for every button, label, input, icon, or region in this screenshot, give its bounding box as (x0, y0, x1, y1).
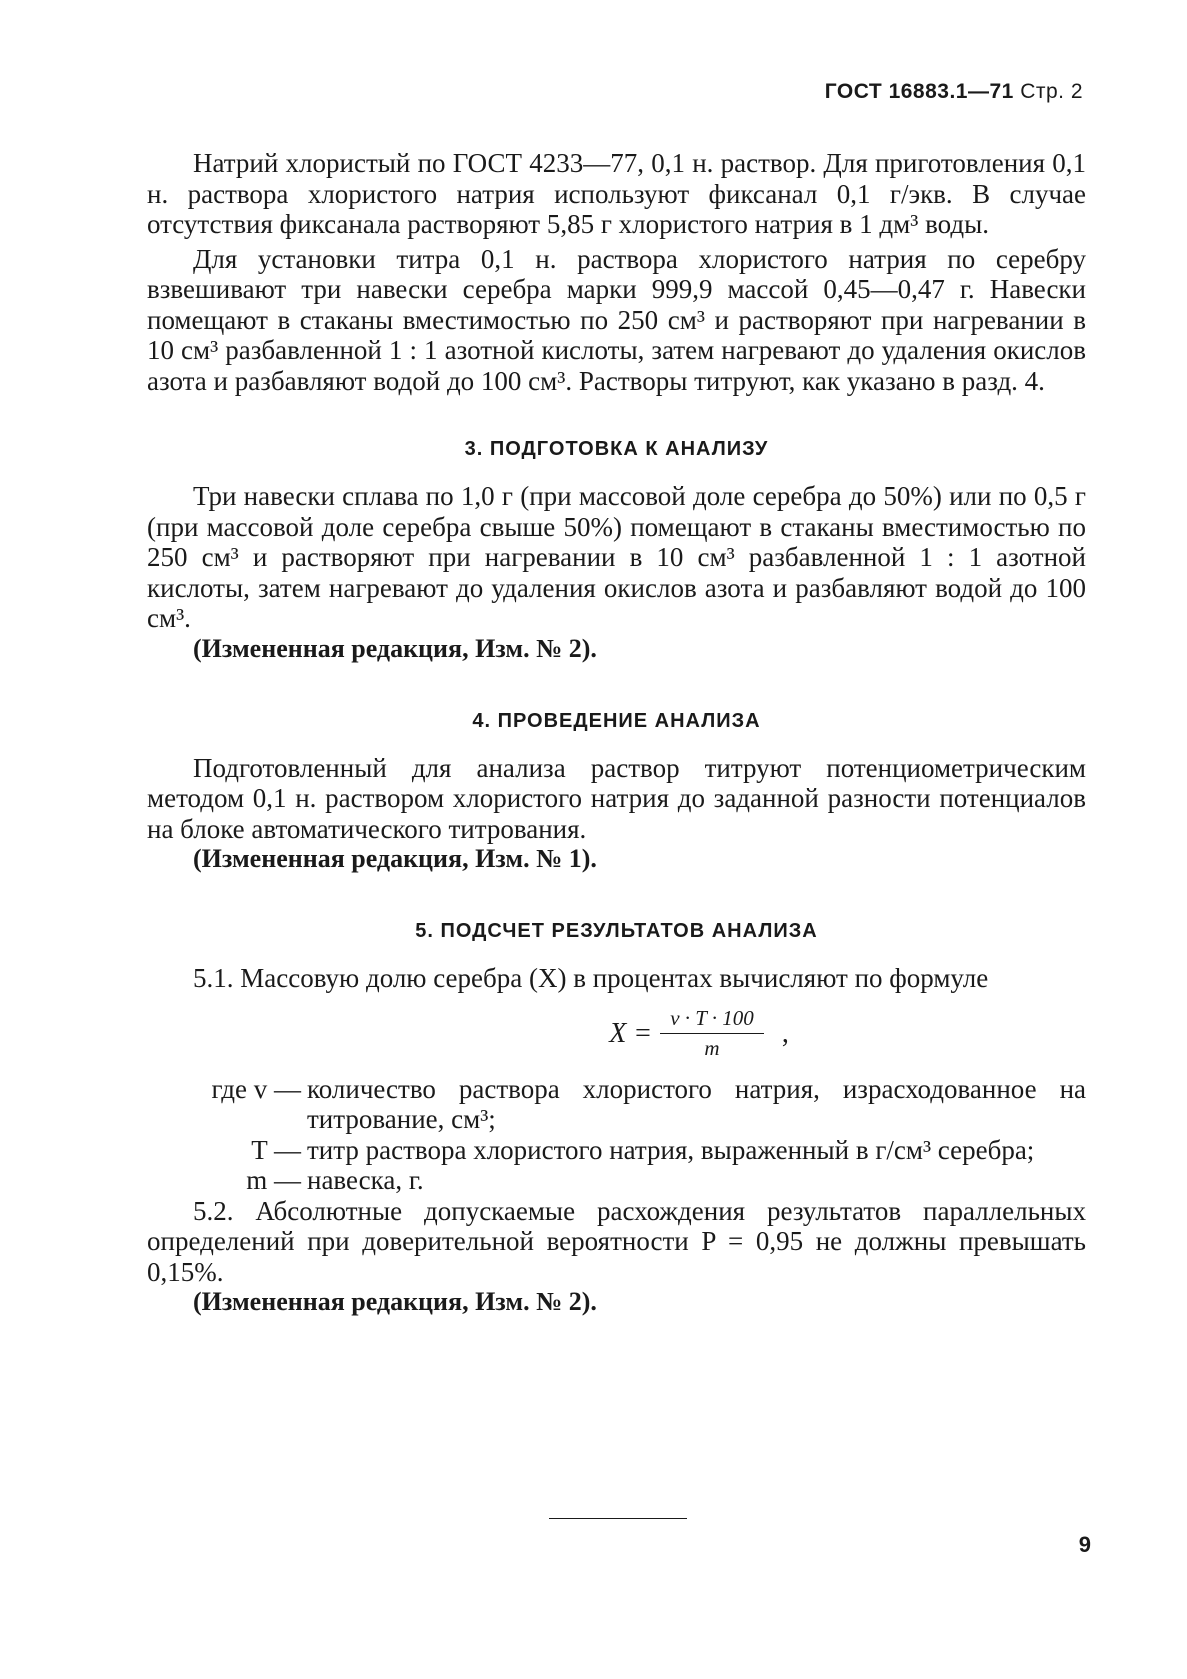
clause-5-1: 5.1. Массовую долю серебра (X) в процентах вычисляют по формуле (193, 963, 989, 993)
definition-text: количество раствора хлористого натрия, израсходованное на титрование, см³; (307, 1073, 1086, 1134)
clause-5-2: 5.2. Абсолютные допускаемые расхождения результатов параллельных определений при доверительной вероятности P = 0,95 не должны превышать 0,15%. (147, 1195, 1086, 1287)
section-4-amendment-note: (Измененная редакция, Изм. № 1). (193, 844, 597, 873)
page-header (825, 80, 1083, 104)
section-3-amendment-note: (Измененная редакция, Изм. № 2). (193, 633, 597, 663)
section-4-text: Подготовленный для анализа раствор титруют потенциометрическим методом 0,1 н. раствором хлористого натрия до заданной разности потенциалов на блоке автоматического титрования. (147, 752, 1086, 844)
definition-symbol: где v — (211, 1073, 301, 1104)
definition-symbol: m — (246, 1165, 301, 1195)
formula-denominator: m (704, 1036, 720, 1060)
formula-numerator: v · T · 100 (660, 1006, 764, 1034)
end-rule (549, 1518, 687, 1519)
definition-row (147, 1165, 1086, 1196)
formula-lhs: X = (609, 1017, 653, 1049)
reagent-paragraph: Натрий хлористый по ГОСТ 4233—77, 0,1 н. раствор. Для приготовления 0,1 н. раствора хлористого натрия используют фиксанал 0,1 г/экв. В случае отсутствия фиксанала растворяют 5,85 г хлористого натрия в 1 дм³ воды. (147, 148, 1086, 239)
section-5-title: 5. ПОДСЧЕТ РЕЗУЛЬТАТОВ АНАЛИЗА (415, 920, 818, 942)
page-label: Стр. 2 (1020, 80, 1083, 103)
section-3-title: 3. ПОДГОТОВКА К АНАЛИЗУ (464, 438, 769, 460)
document-body (147, 148, 1086, 1317)
section-5-amendment-note: (Измененная редакция, Изм. № 2). (193, 1287, 597, 1316)
page-number: 9 (1078, 1532, 1091, 1557)
definition-row (147, 1074, 1086, 1135)
formula-trail: , (781, 1017, 789, 1049)
formula-fraction (660, 1006, 764, 1061)
definition-text: титр раствора хлористого натрия, выраженный в г/см³ серебра; (307, 1134, 1035, 1165)
definition-symbol: T — (251, 1134, 301, 1165)
variable-definitions (147, 1074, 1086, 1196)
section-4-title: 4. ПРОВЕДЕНИЕ АНАЛИЗА (472, 709, 761, 732)
titre-paragraph: Для установки титра 0,1 н. раствора хлористого натрия по серебру взвешивают три навески серебра марки 999,9 массой 0,45—0,47 г. Навески помещают в стаканы вместимостью по 250 см³ и растворяют при нагревании в 10 см³ разбавленной 1 : 1 азотной кислоты, затем нагревают до удаления окислов азота и разбавляют водой до 100 см³. Растворы титруют, как указано в разд. 4. (147, 243, 1086, 396)
section-3-text: Три навески сплава по 1,0 г (при массовой доле серебра до 50%) или по 0,5 г (при массовой доле серебра свыше 50%) помещают в стаканы вместимостью по 250 см³ и растворяют при нагревании в 10 см³ разбавленной 1 : 1 азотной кислоты, затем нагревают до удаления окислов азота и разбавляют водой до 100 см³. (147, 481, 1086, 633)
definition-row (147, 1135, 1086, 1166)
definition-text: навеска, г. (307, 1165, 424, 1195)
silver-fraction-formula (312, 994, 1086, 1074)
standard-number: ГОСТ 16883.1—71 (824, 80, 1014, 103)
